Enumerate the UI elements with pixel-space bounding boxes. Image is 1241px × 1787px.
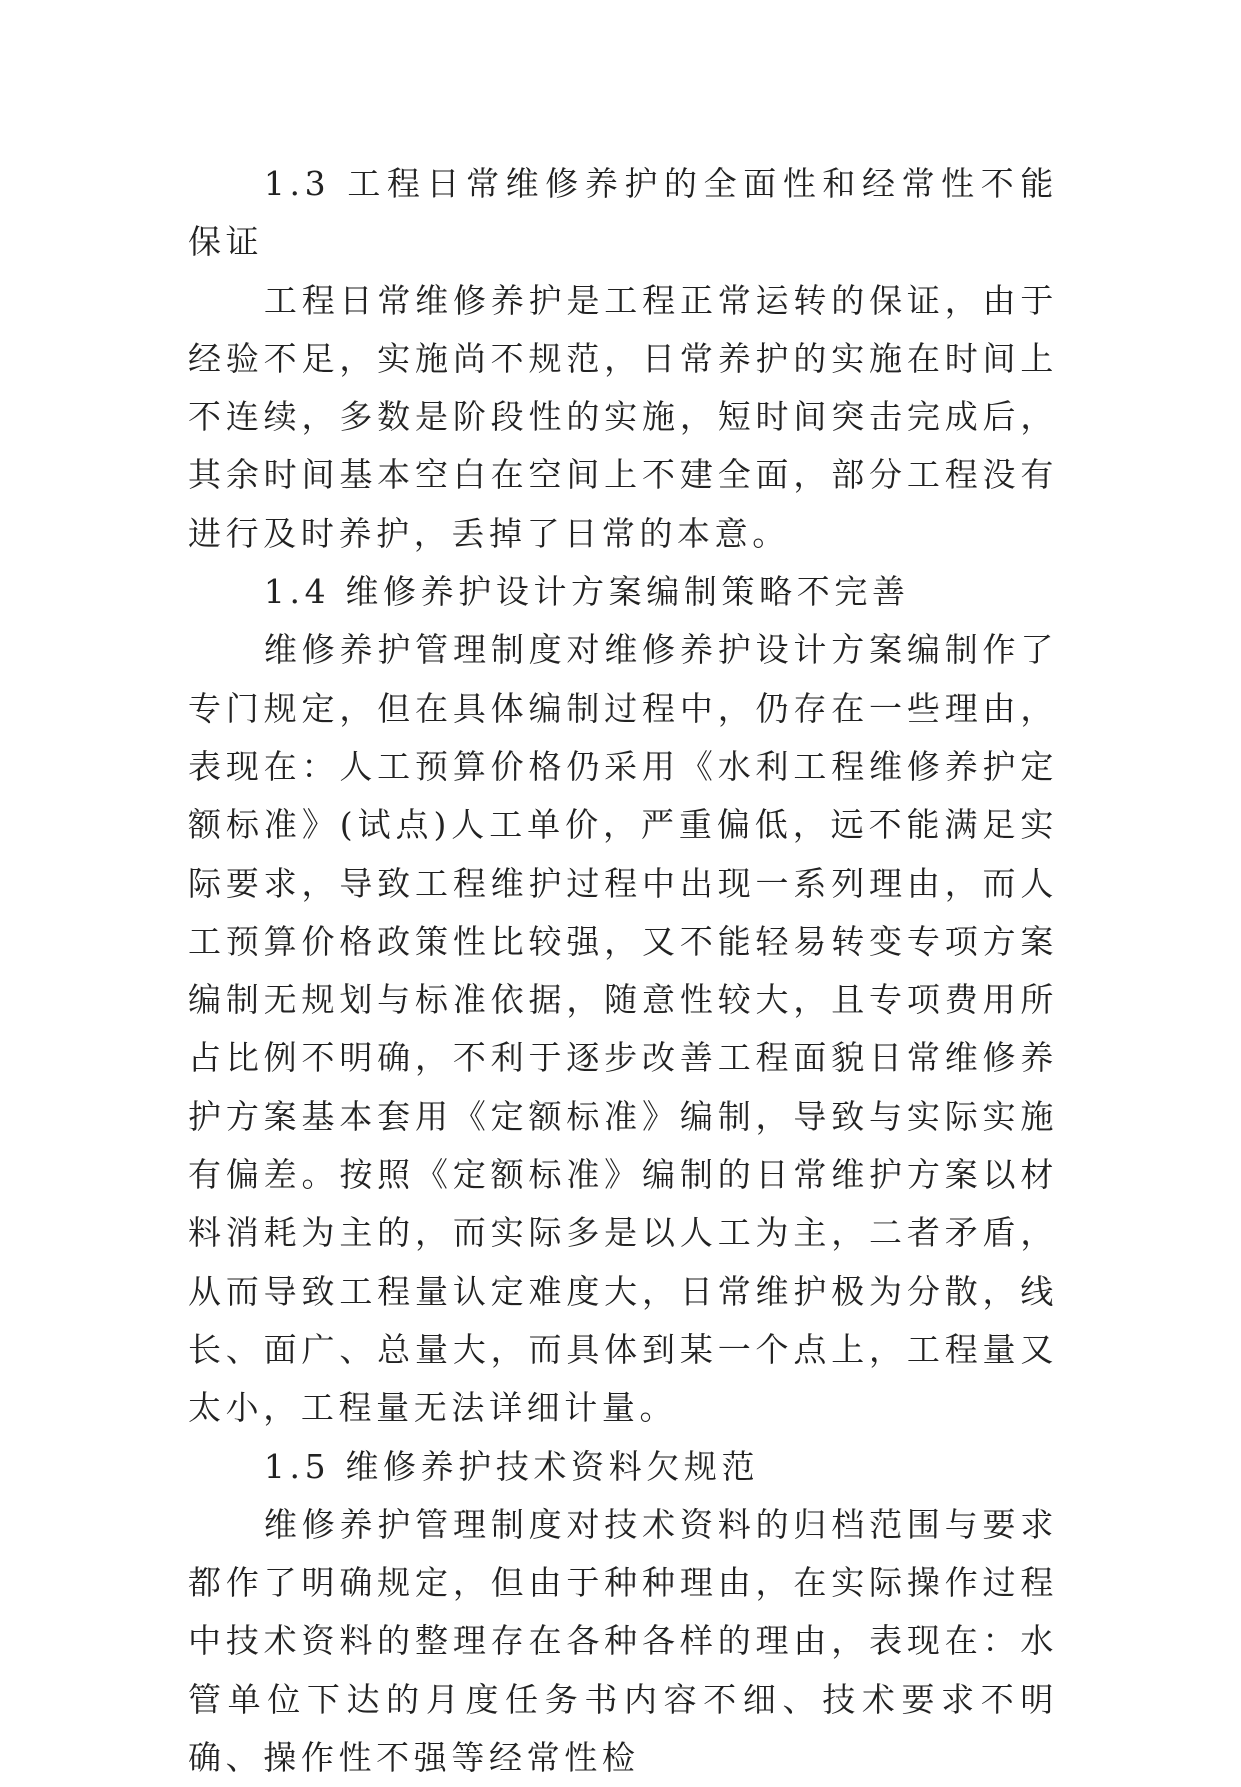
paragraph-1-4: 维修养护管理制度对维修养护设计方案编制作了专门规定，但在具体编制过程中，仍存在一些理由，表现在：人工预算价格仍采用《水利工程维修养护定额标准》(试点)人工单价，严重偏低，远不能满足实际要求，导致工程维护过程中出现一系列理由，而人工预算价格政策性比较强，又不能轻易转变专项方案编制无规划与标准依据，随意性较大，且专项费用所占比例不明确，不利于逐步改善工程面貌日常维修养护方案基本套用《定额标准》编制，导致与实际实施有偏差。按照《定额标准》编制的日常维护方案以材料消耗为主的，而实际多是以人工为主，二者矛盾，从而导致工程量认定难度大，日常维护极为分散，线长、面广、总量大，而具体到某一个点上，工程量又太小，工程量无法详细计量。 (188, 630, 1058, 1428)
section-heading-1-3: 1.3 工程日常维修养护的全面性和经常性不能保证 (188, 164, 1058, 262)
section-heading-1-4: 1.4 维修养护设计方案编制策略不完善 (263, 572, 910, 612)
section-heading-1-5: 1.5 维修养护技术资料欠规范 (263, 1446, 760, 1486)
paragraph-1-5: 维修养护管理制度对技术资料的归档范围与要求都作了明确规定，但由于种种理由，在实际操作过程中技术资料的整理存在各种各样的理由，表现在：水管单位下达的月度任务书内容不细、技术要求不明确、操作性不强等经常性检 (188, 1504, 1058, 1778)
document-body (188, 155, 1058, 1787)
paragraph-1-3: 工程日常维修养护是工程正常运转的保证，由于经验不足，实施尚不规范，日常养护的实施在时间上不连续，多数是阶段性的实施，短时间突击完成后，其余时间基本空白在空间上不建全面，部分工程没有进行及时养护，丢掉了日常的本意。 (188, 280, 1058, 553)
